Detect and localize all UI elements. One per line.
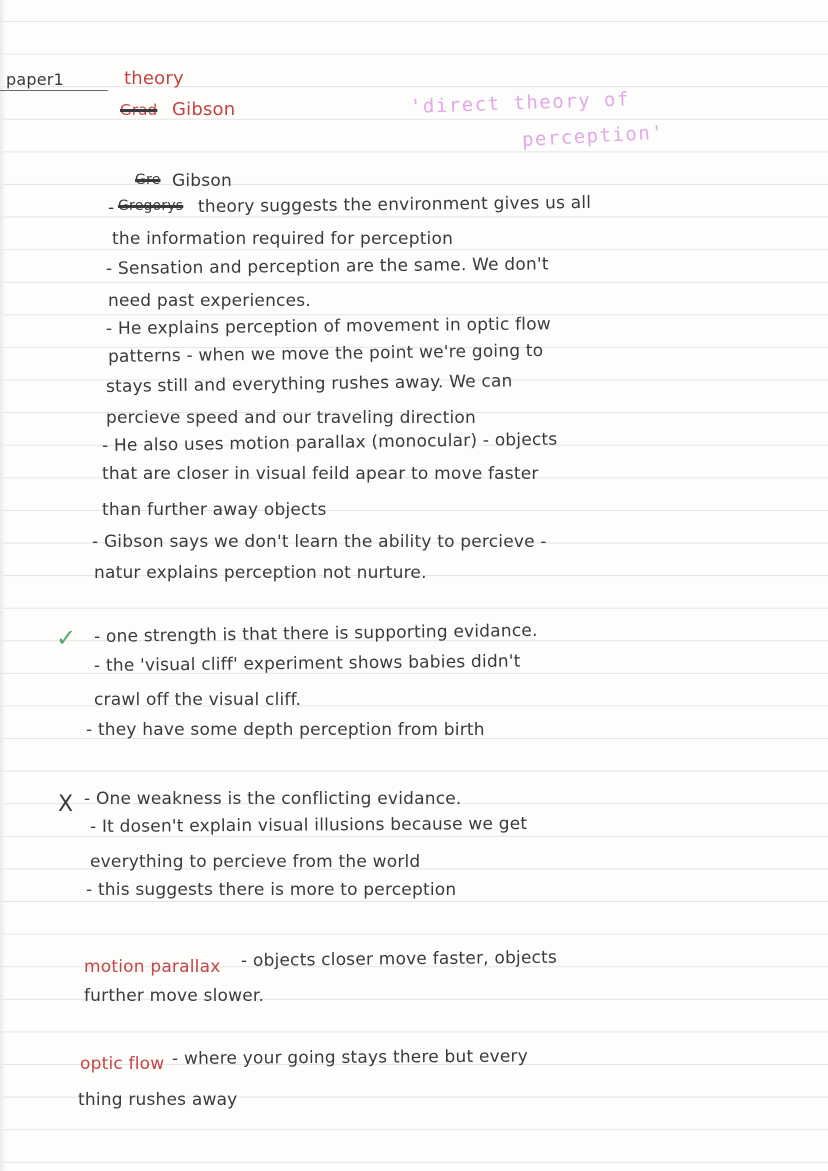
- motion-parallax-def-2: further move slower.: [84, 986, 265, 1006]
- struck-word-2: Gre: [135, 172, 161, 188]
- body-line-4: need past experiences.: [108, 291, 311, 311]
- weakness-line-3: everything to percieve from the world: [90, 852, 421, 872]
- body-line-3: - Sensation and perception are the same. We don't: [105, 254, 549, 279]
- body-line-9: - He also uses motion parallax (monocular) - objects: [101, 429, 558, 456]
- body-line-13: natur explains perception not nurture.: [94, 563, 427, 583]
- optic-flow-def-1: - where your going stays there but every: [171, 1046, 529, 1069]
- margin-underline: [0, 90, 108, 91]
- optic-flow-term: optic flow: [80, 1054, 165, 1074]
- gibson-label: Gibson: [172, 99, 236, 120]
- struck-word: Grad: [120, 101, 158, 119]
- cross-icon: X: [58, 792, 74, 817]
- struck-word-3: Gregorys: [118, 198, 184, 214]
- body-line-1: theory suggests the environment gives us all: [197, 192, 592, 217]
- motion-parallax-term: motion parallax: [84, 957, 221, 977]
- body-line-6: patterns - when we move the point we're going to: [107, 340, 544, 367]
- check-icon: ✓: [56, 624, 77, 652]
- motion-parallax-def-1: - objects closer move faster, objects: [240, 947, 558, 971]
- body-line-5: - He explains perception of movement in optic flow: [105, 314, 551, 339]
- body-line-10: that are closer in visual feild apear to move faster: [102, 464, 539, 484]
- strength-line-3: crawl off the visual cliff.: [94, 690, 302, 710]
- theory-label: theory: [124, 68, 184, 89]
- weakness-line-4: - this suggests there is more to perception: [86, 880, 457, 900]
- strength-line-2: - the 'visual cliff' experiment shows babies didn't: [93, 651, 521, 676]
- title-line-1: 'direct theory of: [409, 88, 631, 118]
- title-line-2: perception': [521, 121, 665, 151]
- paper-label: paper1: [6, 70, 64, 89]
- body-line-12: - Gibson says we don't learn the ability to percieve -: [92, 532, 547, 552]
- body-line-2: the information required for perception: [112, 229, 454, 249]
- body-line-7: stays still and everything rushes away. We can: [105, 371, 513, 397]
- weakness-line-1: - One weakness is the conflicting evidance.: [84, 789, 462, 809]
- strength-line-1: - one strength is that there is supporting evidance.: [93, 620, 538, 647]
- strength-line-4: - they have some depth perception from birth: [86, 720, 485, 740]
- body-line-8: percieve speed and our traveling direction: [106, 408, 476, 428]
- section-heading: Gibson: [172, 171, 232, 191]
- body-line-11: than further away objects: [102, 500, 327, 520]
- bullet-dash: -: [108, 198, 115, 218]
- optic-flow-def-2: thing rushes away: [78, 1090, 238, 1110]
- weakness-line-2: - It dosen't explain visual illusions because we get: [89, 813, 528, 837]
